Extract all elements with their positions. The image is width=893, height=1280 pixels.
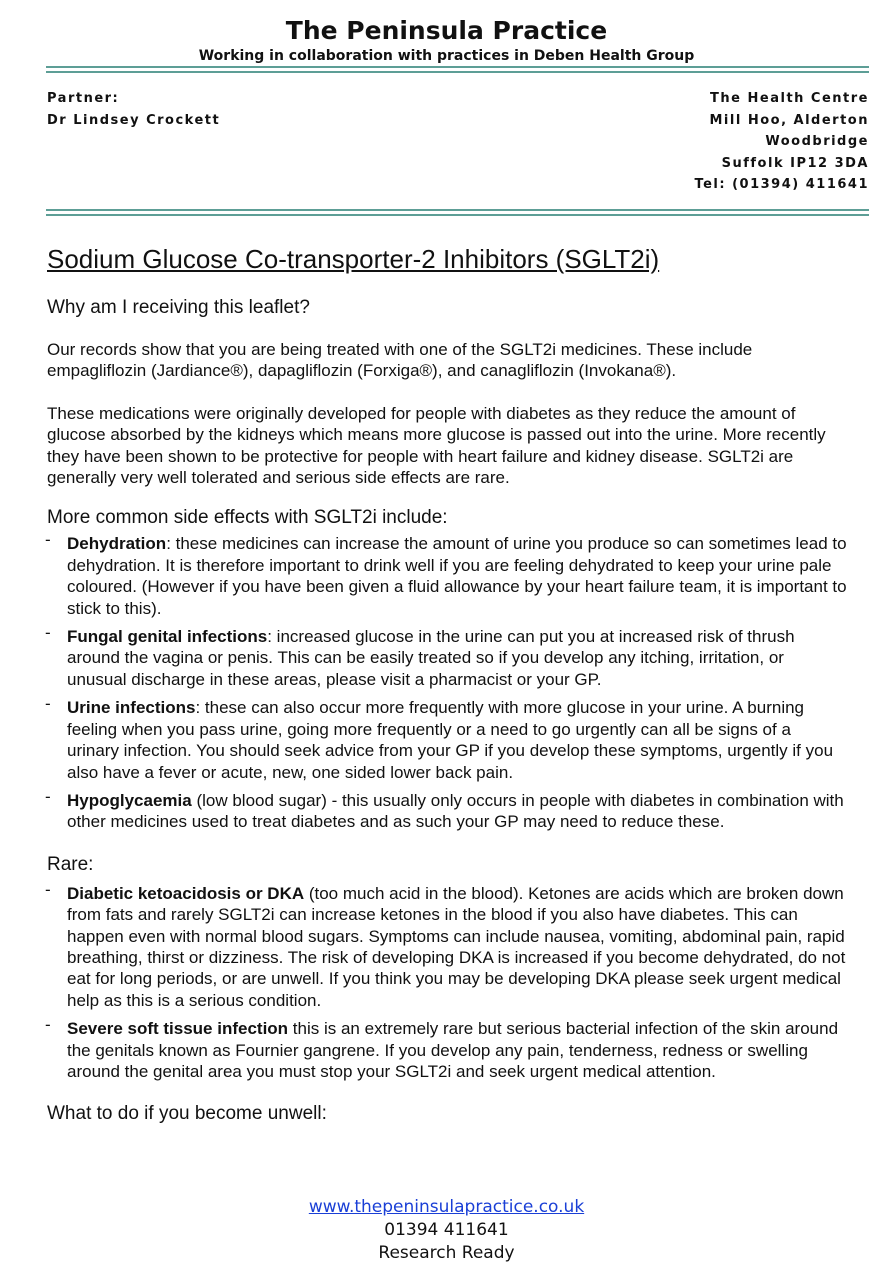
address-phone: Tel: (01394) 411641 — [694, 177, 869, 192]
address-line: The Health Centre — [710, 91, 869, 106]
list-item — [45, 1015, 847, 1082]
partner-name: Dr Lindsey Crockett — [47, 112, 221, 128]
list-item-term: Diabetic ketoacidosis or DKA — [67, 883, 305, 903]
leaflet-body — [47, 242, 847, 1126]
dash-bullet-icon: - — [45, 786, 51, 806]
header-rule-top-1 — [46, 66, 869, 68]
list-item-term: Severe soft tissue infection — [67, 1019, 289, 1039]
address-line: Mill Hoo, Alderton — [709, 112, 869, 128]
header-rule-bottom-2 — [46, 214, 869, 216]
website-link[interactable]: www.thepeninsulapractice.co.uk — [308, 1197, 585, 1217]
footer — [0, 1196, 893, 1265]
list-item — [45, 530, 847, 619]
dash-bullet-icon: - — [45, 530, 51, 550]
rare-side-effects-list — [45, 879, 847, 1083]
partner-label: Partner: — [47, 91, 120, 106]
document-title: Sodium Glucose Co-transporter-2 Inhibitors (SGLT2i) — [47, 244, 660, 274]
dash-bullet-icon: - — [45, 694, 51, 714]
dash-bullet-icon: - — [45, 879, 51, 899]
question-heading: Why am I receiving this leaflet? — [47, 297, 310, 318]
unwell-heading: What to do if you become unwell: — [47, 1103, 327, 1125]
footer-tagline: Research Ready — [378, 1243, 515, 1263]
list-item-term: Hypoglycaemia — [67, 790, 192, 810]
list-item-text: : these medicines can increase the amount of urine you produce so can sometimes lead to dehydration. It is therefore important to drink well if you are feeling dehydrated to keep your urine pale coloured. (However if you have been given a fluid allowance by your heart failure team, it is important to stick to this). — [67, 534, 847, 618]
address-line: Woodbridge — [765, 134, 869, 149]
intro-paragraph: These medications were originally developed for people with diabetes as they reduce the amount of glucose absorbed by the kidneys which means more glucose is passed out into the urine. More recently they have been shown to be protective for people with heart failure and kidney disease. SGLT2i are generally very well tolerated and serious side effects are rare. — [47, 403, 826, 488]
header-rule-bottom-1 — [46, 209, 869, 211]
list-item-text: (low blood sugar) - this usually only occurs in people with diabetes in combination with other medicines used to treat diabetes and as such your GP may need to reduce these. — [67, 790, 844, 832]
partner-block — [47, 88, 220, 131]
header-rule-top-2 — [46, 71, 869, 73]
common-side-effects-heading: More common side effects with SGLT2i include: — [47, 507, 448, 529]
address-block — [694, 88, 869, 196]
footer-phone: 01394 411641 — [384, 1220, 509, 1240]
dash-bullet-icon: - — [45, 1015, 51, 1035]
list-item — [45, 786, 847, 833]
dash-bullet-icon: - — [45, 623, 51, 643]
list-item — [45, 623, 847, 690]
list-item-term: Fungal genital infections — [67, 627, 268, 647]
rare-heading: Rare: — [47, 853, 94, 875]
list-item — [45, 879, 847, 1011]
intro-paragraph: Our records show that you are being treated with one of the SGLT2i medicines. These include empagliflozin (Jardiance®), dapagliflozin (Forxiga®), and canagliflozin (Invokana®). — [47, 340, 753, 381]
list-item-text: this is an extremely rare but serious bacterial infection of the skin around the genitals known as Fournier gangrene. If you develop any pain, tenderness, redness or swelling around the genital area you must stop your SGLT2i and seek urgent medical attention. — [67, 1019, 839, 1081]
practice-name: The Peninsula Practice — [285, 16, 608, 45]
practice-subtitle: Working in collaboration with practices in Deben Health Group — [198, 48, 695, 64]
list-item-term: Urine infections — [67, 698, 196, 718]
list-item-text: : increased glucose in the urine can put you at increased risk of thrush around the vagina or penis. This can be easily treated so if you develop any itching, irritation, or unusual discharge in these areas, please visit a pharmacist or your GP. — [67, 627, 795, 689]
list-item-text: (too much acid in the blood). Ketones are acids which are broken down from fats and rarely SGLT2i can increase ketones in the blood if you also have diabetes. This can happen even with normal blood sugars. Symptoms can include nausea, vomiting, abdominal pain, rapid breathing, thirst or dizziness. The risk of developing DKA is increased if you become dehydrated, do not eat for long periods, or are unwell. If you think you may be developing DKA please seek urgent medical help as this is a serious condition. — [67, 883, 846, 1010]
list-item-term: Dehydration — [67, 534, 167, 554]
list-item — [45, 694, 847, 783]
list-item-text: : these can also occur more frequently with more glucose in your urine. A burning feeling when you pass urine, going more frequently or a need to go urgently can all be signs of a urinary infection. You should seek advice from your GP if you develop these symptoms, urgently if you also have a fever or acute, new, one sided lower back pain. — [67, 698, 834, 782]
common-side-effects-list — [45, 530, 847, 832]
address-line: Suffolk IP12 3DA — [721, 155, 869, 171]
